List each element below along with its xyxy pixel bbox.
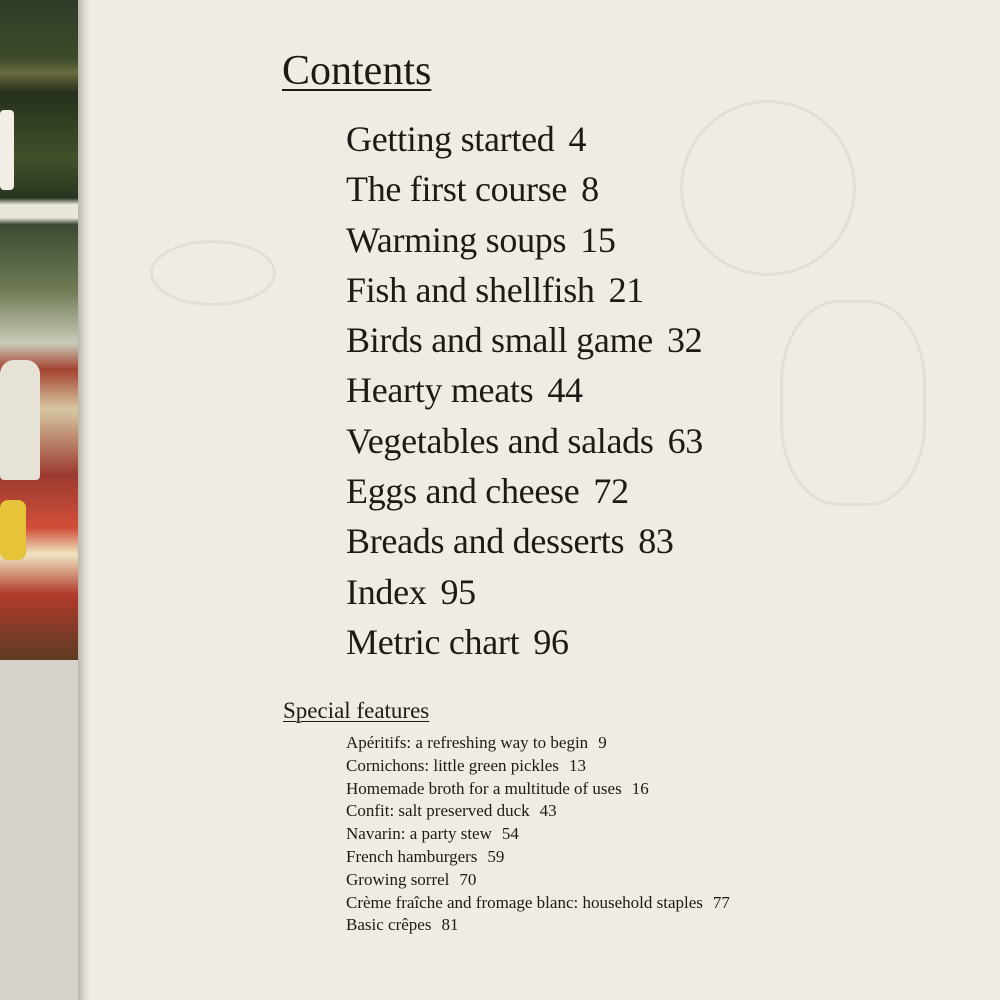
feature-title: Navarin: a party stew (346, 824, 492, 844)
feature-page-number: 16 (631, 778, 649, 798)
chapter-entry (346, 567, 703, 617)
feature-page-number: 70 (459, 869, 477, 889)
show-through-drawing (150, 240, 276, 306)
chapter-entry (346, 265, 703, 315)
feature-entry (346, 845, 730, 868)
feature-page-number: 9 (598, 733, 607, 752)
photo-figure (0, 500, 26, 560)
photo-figure (0, 360, 40, 480)
chapter-title: The first course (346, 169, 568, 210)
chapter-title: Vegetables and salads (346, 420, 654, 461)
chapter-entry (346, 315, 703, 365)
special-features-list (346, 731, 730, 936)
feature-entry (346, 754, 730, 777)
feature-page-number: 43 (539, 801, 557, 821)
feature-title: Crème fraîche and fromage blanc: household staples (346, 892, 703, 912)
feature-page-number: 81 (441, 915, 459, 935)
feature-entry (346, 868, 730, 891)
chapter-page-number: 44 (547, 370, 583, 411)
left-page-margin (0, 660, 82, 1000)
chapter-entry (346, 215, 703, 265)
feature-title: Cornichons: little green pickles (346, 755, 559, 775)
chapter-entry (346, 164, 703, 214)
feature-title: Growing sorrel (346, 869, 450, 889)
chapter-entry (346, 365, 703, 415)
chapter-entry (346, 114, 703, 164)
feature-page-number: 59 (487, 846, 505, 866)
feature-page-number: 13 (568, 755, 586, 775)
feature-page-number: 54 (501, 824, 519, 844)
chapter-page-number: 32 (666, 320, 703, 361)
chapter-list (346, 114, 703, 667)
chapter-title: Hearty meats (346, 370, 534, 411)
feature-entry (346, 731, 730, 754)
feature-entry (346, 777, 730, 800)
chapter-title: Breads and desserts (346, 521, 625, 562)
feature-title: Apéritifs: a refreshing way to begin (346, 733, 589, 752)
feature-entry (346, 822, 730, 845)
chapter-title: Metric chart (346, 621, 520, 662)
chapter-page-number: 4 (568, 119, 587, 159)
feature-page-number: 77 (712, 892, 730, 912)
chapter-page-number: 8 (581, 169, 599, 210)
left-facing-page-photo (0, 0, 82, 660)
chapter-page-number: 95 (440, 571, 476, 612)
special-features-title: Special features (283, 698, 430, 723)
chapter-page-number: 96 (533, 621, 569, 662)
show-through-drawing (780, 300, 926, 506)
chapter-title: Birds and small game (346, 320, 653, 361)
feature-title: Homemade broth for a multitude of uses (346, 778, 622, 798)
feature-title: Confit: salt preserved duck (346, 801, 530, 821)
chapter-page-number: 63 (667, 420, 703, 461)
feature-entry (346, 799, 730, 822)
feature-entry (346, 913, 730, 936)
chapter-page-number: 72 (593, 471, 629, 512)
book-gutter (78, 0, 90, 1000)
feature-title: French hamburgers (346, 846, 478, 866)
chapter-page-number: 83 (638, 521, 674, 562)
contents-title: Contents (282, 48, 432, 94)
feature-title: Basic crêpes (346, 915, 432, 935)
chapter-title: Eggs and cheese (346, 471, 580, 512)
chapter-page-number: 15 (580, 219, 616, 260)
chapter-title: Fish and shellfish (346, 269, 595, 310)
chapter-entry (346, 416, 703, 466)
chapter-title: Getting started (346, 119, 555, 159)
show-through-drawing (680, 100, 856, 276)
chapter-entry (346, 466, 703, 516)
feature-entry (346, 891, 730, 914)
chapter-entry (346, 617, 703, 667)
photo-figure (0, 110, 14, 190)
chapter-title: Index (346, 571, 427, 612)
chapter-page-number: 21 (608, 269, 645, 310)
chapter-title: Warming soups (346, 219, 567, 260)
chapter-entry (346, 516, 703, 566)
